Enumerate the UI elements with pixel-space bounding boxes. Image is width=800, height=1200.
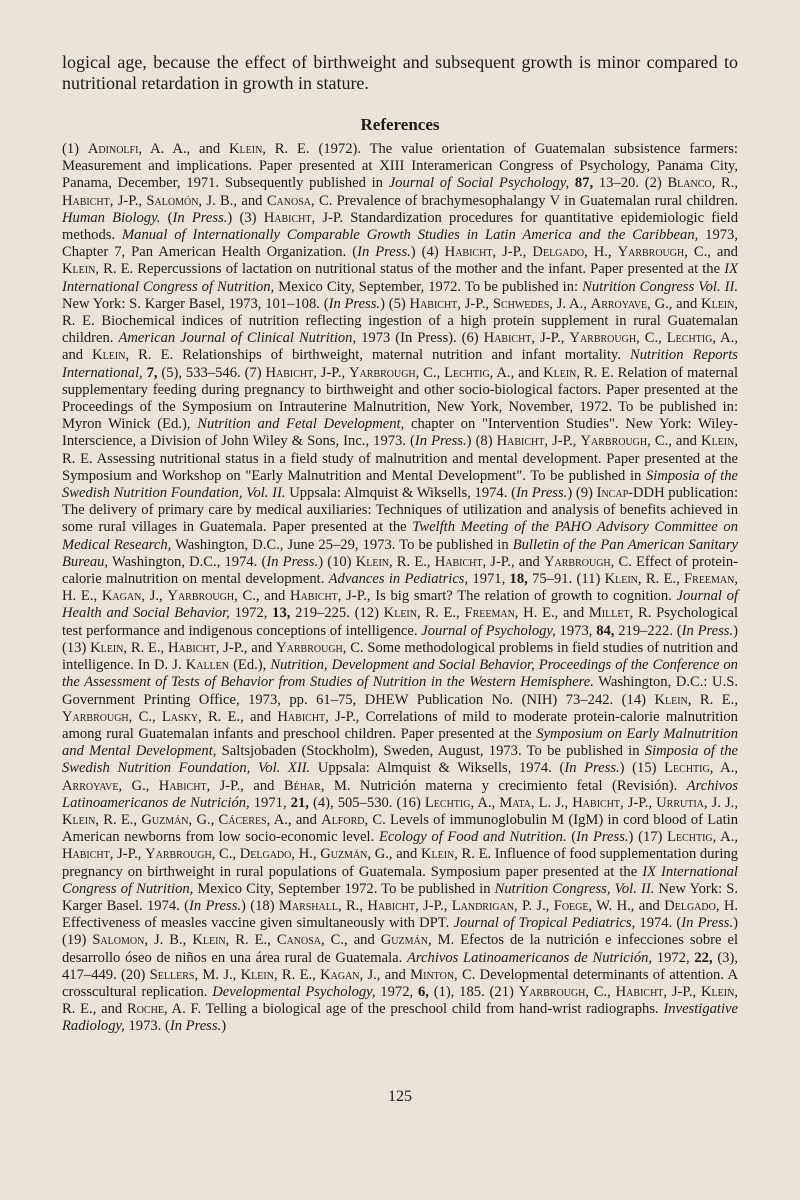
- reference-segment: , J. A.,: [549, 295, 591, 312]
- reference-segment: , J-P., Correlations of mild to moderate protein-calorie malnutrition among rural Guatemalan infants and preschool children. Paper presented at the: [62, 708, 738, 742]
- reference-segment: , H. E.,: [62, 571, 739, 605]
- reference-segment: Uppsala: Almquist & Wiksells, 1974. (: [285, 485, 516, 502]
- reference-segment: , H. Effectiveness of measles vaccine given simultaneously with DPT.: [62, 897, 739, 932]
- reference-segment: Adinolfi: [87, 141, 139, 157]
- reference-segment: ): [619, 760, 625, 777]
- reference-segment: (Ed.),: [229, 657, 271, 674]
- reference-segment: Ecology of Food and Nutrition.: [378, 829, 567, 846]
- reference-segment: (8): [475, 433, 497, 450]
- reference-segment: , R. E. Assessing nutritional status in a field study of malnutrition and mental development. Paper presented at the Symposium and Workshop on "Early Malnutrition and Mental Development". To be published in: [62, 433, 738, 484]
- reference-segment: Schwedes: [492, 295, 550, 312]
- reference-segment: IX International Congress of Nutrition,: [62, 863, 738, 897]
- reference-segment: Incap: [596, 485, 629, 502]
- reference-segment: 87,: [574, 175, 594, 192]
- reference-segment: Yarbrough: [348, 364, 416, 381]
- reference-segment: , J.,: [141, 588, 168, 605]
- reference-segment: Kagan: [320, 966, 360, 983]
- reference-segment: Journal of Social Psychology,: [388, 175, 570, 192]
- reference-segment: Habicht: [265, 364, 314, 381]
- reference-segment: Yarbrough: [62, 708, 129, 725]
- reference-segment: Lechtig: [666, 330, 713, 347]
- reference-segment: Alford: [321, 811, 365, 828]
- reference-segment: ): [241, 897, 246, 914]
- reference-segment: (6): [461, 330, 484, 347]
- reference-segment: Simposia of the Swedish Nutrition Foundation, Vol. II.: [62, 467, 738, 502]
- reference-segment: Habicht: [263, 209, 312, 226]
- reference-segment: , C., and: [684, 244, 738, 261]
- reference-segment: Marshall: [278, 897, 338, 914]
- reference-segment: Lechtig: [664, 760, 710, 777]
- reference-segment: Yarbrough: [518, 983, 586, 1000]
- reference-segment: , P. J.,: [513, 897, 554, 914]
- reference-segment: 6,: [417, 983, 429, 1000]
- reference-segment: Klein: [240, 966, 274, 983]
- reference-segment: Washington, D.C.: U.S. Government Printing Office, 1973, pp. 61–75, DHEW Publication No. (NIH) 73–242.: [62, 674, 738, 708]
- reference-segment: , C. Levels of immunoglobulin M (IgM) in cord blood of Latin American newborns from low socio-economic level.: [62, 811, 738, 846]
- reference-segment: In Press.: [266, 553, 319, 570]
- reference-segment: Human Biology.: [62, 209, 161, 226]
- reference-segment: Delgado: [239, 846, 292, 863]
- reference-segment: Washington, D.C., 1974. (: [108, 553, 267, 570]
- reference-segment: (7): [244, 364, 266, 381]
- reference-segment: New York: S. Karger Basel. 1974. (: [62, 880, 738, 914]
- reference-segment: Nutrition, Development and Social Behavior, Proceedings of the Conference on the Assessment of Tests of Behavior from Studies of Nutrition in the Western Hemisphere.: [62, 657, 738, 691]
- reference-segment: Klein: [355, 553, 389, 570]
- reference-segment: Klein: [701, 983, 735, 1000]
- reference-segment: Klein: [420, 846, 455, 863]
- reference-segment: Uppsala: Almquist & Wiksells, 1974. (: [310, 760, 565, 777]
- reference-segment: Klein: [383, 605, 417, 622]
- reference-segment: 1972,: [375, 983, 418, 1000]
- reference-segment: In Press.: [189, 897, 242, 914]
- reference-segment: , R. E.,: [416, 605, 465, 622]
- reference-segment: , C. Some methodological problems in field studies of nutrition and intelligence. In D. J.: [62, 639, 739, 674]
- reference-segment: , C. Developmental determinants of attention. A crosscultural replication.: [62, 966, 739, 1000]
- reference-segment: , J-P. Standardization procedures for quantitative epidemiologic field methods.: [62, 209, 739, 244]
- reference-segment: 219–222. (: [614, 622, 682, 639]
- reference-segment: Roche: [126, 1001, 164, 1018]
- reference-segment: Habicht: [167, 639, 216, 656]
- reference-segment: chapter on "Intervention Studies". New York: Wiley-Interscience, a Division of John Wiley & Sons, Inc., 1973. (: [62, 416, 738, 450]
- reference-segment: Urrutia: [656, 794, 704, 811]
- reference-segment: 1973, Chapter 7, Pan American Health Organization. (: [62, 227, 738, 261]
- reference-segment: Archivos Latinoamericanos de Nutrición,: [62, 777, 739, 811]
- reference-segment: , H. E., and: [514, 605, 589, 622]
- reference-segment: , J-P.,: [544, 433, 581, 450]
- reference-segment: 1972,: [652, 949, 695, 966]
- reference-segment: In Press.: [681, 915, 734, 932]
- reference-segment: ): [227, 209, 233, 226]
- reference-segment: Delgado: [532, 244, 585, 261]
- reference-segment: , R. E.,: [687, 691, 738, 708]
- reference-segment: 1973,: [555, 622, 597, 639]
- reference-segment: Yarbrough: [276, 639, 343, 656]
- reference-segment: ): [733, 915, 739, 932]
- reference-segment: , J-P.,: [415, 897, 452, 914]
- reference-segment: Habicht: [444, 244, 493, 261]
- reference-segment: Guzmán: [380, 932, 428, 949]
- reference-segment: Lechtig: [444, 364, 490, 381]
- reference-segment: Freeman: [464, 605, 515, 622]
- reference-segment: Habicht: [290, 588, 338, 605]
- reference-segment: Journal of Psychology,: [421, 622, 556, 639]
- reference-segment: Symposium on Early Malnutrition and Mental Development,: [62, 725, 738, 760]
- reference-segment: , C.,: [636, 330, 667, 347]
- references-heading: References: [360, 115, 440, 134]
- reference-segment: , R. E.,: [637, 571, 685, 588]
- reference-segment: , R.,: [711, 175, 739, 192]
- reference-segment: , J-P.,: [620, 794, 657, 811]
- reference-segment: -DDH publication: The delivery of primary care by medical auxiliaries: Techniques of utilization and analysis of benefits achieved in some rural villages in Guatemala. Paper presented at the: [62, 485, 739, 536]
- reference-segment: ): [466, 433, 472, 450]
- reference-segment: , J-P., and: [482, 553, 544, 570]
- reference-segment: Guzmán: [141, 811, 189, 828]
- reference-segment: In Press.: [414, 433, 467, 450]
- reference-segment: , J-P., and: [215, 639, 277, 656]
- reference-segment: , J., and: [359, 966, 411, 983]
- reference-segment: , R. E.,: [389, 553, 435, 570]
- reference-segment: , C. Effect of protein-calorie malnutrition on mental development.: [62, 553, 739, 588]
- reference-segment: Saltsjobaden (Stockholm), Sweden, August, 1973. To be published in: [216, 743, 645, 760]
- reference-segment: 7,: [146, 364, 158, 381]
- reference-segment: 1972,: [229, 605, 273, 622]
- reference-segment: , R. E. Relation of maternal supplementary feeding during pregnancy to birthweight and other socio-biological factors. Paper presented at the Proceedings of the Symposium on Intrauterine Malnutrition, New York, November, 1972. To be published in: Myron Winick (Ed.),: [62, 364, 739, 433]
- reference-segment: , G., and: [367, 846, 421, 863]
- reference-segment: (20): [121, 966, 150, 983]
- reference-segment: Manual of Internationally Comparable Growth Studies in Latin America and the Caribbean,: [121, 227, 699, 244]
- references-list: [62, 141, 738, 1036]
- reference-segment: , R. E. (1972). The value orientation of Guatemalan subsistence farmers: Measurement and implications. Paper presented at XIII Interamerican Congress of Psychology, Panama City, Panama, December, 1971. Subsequently published in: [62, 141, 738, 192]
- reference-segment: , J-P.,: [531, 330, 570, 347]
- reference-segment: Habicht: [434, 553, 483, 570]
- reference-segment: , G., and: [647, 295, 702, 312]
- reference-segment: (1): [62, 141, 88, 157]
- reference-segment: , A.,: [712, 829, 738, 846]
- reference-segment: ): [410, 244, 416, 261]
- reference-segment: ): [733, 622, 738, 639]
- reference-segment: Habicht: [367, 897, 416, 914]
- reference-segment: Blanco: [667, 175, 712, 192]
- reference-segment: Journal of Tropical Pediatrics,: [453, 915, 636, 932]
- reference-segment: (: [160, 209, 173, 226]
- reference-segment: Nutrition Reports International,: [62, 347, 738, 381]
- reference-segment: Landrigan: [451, 897, 514, 914]
- reference-segment: Yarbrough: [543, 553, 611, 570]
- reference-segment: Archivos Latinoamericanos de Nutrición,: [407, 949, 653, 966]
- reference-segment: (18): [250, 897, 279, 914]
- reference-segment: Salomón: [146, 192, 199, 209]
- reference-segment: Klein: [228, 141, 263, 157]
- reference-segment: (1), 185.: [428, 983, 485, 1000]
- reference-segment: Journal of Health and Social Behavior,: [62, 588, 739, 622]
- reference-segment: Yarbrough: [580, 433, 648, 450]
- reference-segment: Yarbrough: [167, 588, 235, 605]
- reference-segment: Klein: [62, 811, 96, 828]
- reference-segment: , J-P.,: [109, 192, 147, 209]
- reference-segment: Habicht: [409, 295, 458, 312]
- reference-segment: Béhar: [283, 777, 321, 794]
- reference-segment: , M. Nutrición materna y crecimiento fetal (Revisión).: [320, 777, 687, 794]
- reference-segment: (4): [421, 244, 445, 261]
- reference-segment: , J. J.,: [703, 794, 738, 811]
- reference-segment: Nutrition Congress Vol. II.: [582, 278, 738, 295]
- reference-segment: Guzmán: [320, 846, 368, 863]
- reference-segment: , J-P.,: [457, 295, 493, 312]
- reference-segment: Kallen: [185, 657, 229, 674]
- reference-segment: , R. E. Repercussions of lactation on nutritional status of the mother and the infant. Paper presented at the: [95, 261, 725, 278]
- reference-segment: Klein: [701, 295, 735, 312]
- reference-segment: Yarbrough: [145, 846, 212, 863]
- reference-segment: Klein: [90, 639, 124, 656]
- reference-segment: Klein: [92, 347, 126, 364]
- reference-segment: (5), 533–546.: [157, 364, 241, 381]
- reference-segment: Canosa: [266, 192, 311, 209]
- reference-segment: In Press.: [328, 295, 381, 312]
- reference-segment: , A. A., and: [138, 141, 229, 157]
- reference-segment: Freeman: [684, 571, 735, 588]
- reference-segment: Developmental Psychology,: [212, 983, 376, 1000]
- reference-segment: Advances in Pediatrics,: [328, 571, 469, 588]
- reference-segment: Delgado: [664, 897, 716, 914]
- reference-segment: , R. E.,: [225, 932, 277, 949]
- reference-segment: (12): [354, 605, 384, 622]
- reference-segment: 1973 (In Press).: [356, 330, 457, 347]
- reference-segment: Investigative Radiology,: [62, 1001, 738, 1035]
- reference-segment: , J-P., and: [206, 777, 284, 794]
- reference-segment: ): [628, 829, 634, 846]
- reference-segment: , C.,: [585, 983, 616, 1000]
- reference-segment: In Press.: [564, 760, 620, 777]
- reference-segment: Washington, D.C., June 25–29, 1973. To be published in: [171, 536, 513, 553]
- reference-segment: , W. H., and: [588, 897, 665, 914]
- intro-paragraph: logical age, because the effect of birthweight and subsequent growth is minor compared to nutritional retardation in growth in stature.: [62, 52, 738, 93]
- reference-segment: , A.,: [470, 794, 500, 811]
- reference-segment: , G.,: [118, 777, 159, 794]
- reference-segment: , A., and: [489, 364, 544, 381]
- reference-segment: ): [221, 1018, 227, 1035]
- reference-segment: Klein: [62, 261, 96, 278]
- reference-segment: 13,: [272, 605, 291, 622]
- reference-segment: 1974. (: [635, 915, 682, 932]
- reference-segment: , A. F. Telling a biological age of the preschool child from hand-wrist radiographs.: [163, 1001, 664, 1018]
- reference-segment: Klein: [604, 571, 638, 588]
- reference-segment: , R. E., and: [198, 708, 278, 725]
- reference-segment: , J-P.,: [492, 244, 533, 261]
- reference-segment: , C., and: [321, 932, 381, 949]
- reference-segment: In Press.: [515, 485, 568, 502]
- reference-segment: Habicht: [483, 330, 532, 347]
- reference-segment: Habicht: [572, 794, 621, 811]
- reference-segment: In Press.: [576, 829, 629, 846]
- reference-segment: 84,: [596, 622, 615, 639]
- reference-segment: (3), 417–449.: [62, 949, 738, 983]
- reference-segment: 1971,: [468, 571, 510, 588]
- reference-segment: (3): [239, 209, 264, 226]
- reference-segment: Habicht: [158, 777, 207, 794]
- reference-segment: , J-P.,: [109, 846, 146, 863]
- reference-segment: Cáceres: [218, 811, 267, 828]
- reference-segment: Minton: [410, 966, 455, 983]
- reference-segment: , J. B.,: [144, 932, 193, 949]
- reference-segment: (4), 505–530.: [308, 794, 393, 811]
- reference-segment: Yarbrough: [617, 244, 685, 261]
- reference-segment: , M. J.,: [194, 966, 241, 983]
- reference-segment: (13): [62, 639, 91, 656]
- reference-segment: , C. Prevalence of brachymesophalangy V in Guatemalan rural children.: [311, 192, 739, 209]
- reference-segment: , R. E.,: [273, 966, 321, 983]
- reference-segment: (15): [632, 760, 665, 777]
- reference-segment: 75–91.: [527, 571, 573, 588]
- reference-segment: , R. E.,: [123, 639, 168, 656]
- reference-segment: Simposia of the Swedish Nutrition Foundation, Vol. XII.: [62, 743, 738, 777]
- reference-segment: Klein: [701, 433, 735, 450]
- reference-segment: (5): [388, 295, 410, 312]
- reference-segment: ): [380, 295, 385, 312]
- reference-segment: , R.,: [337, 897, 368, 914]
- reference-segment: In Press.: [169, 1018, 222, 1035]
- reference-segment: , C.,: [128, 708, 162, 725]
- reference-segment: Habicht: [277, 708, 326, 725]
- reference-segment: 21,: [290, 794, 309, 811]
- reference-segment: Lechtig: [667, 829, 713, 846]
- reference-segment: , A.,: [709, 760, 739, 777]
- reference-segment: In Press.: [357, 244, 411, 261]
- reference-segment: Mata: [499, 794, 531, 811]
- reference-segment: , R. E. Influence of food supplementation during pregnancy on birthweight in rural populations of Guatemala. Symposium paper presented at the: [62, 846, 738, 880]
- reference-entry: [62, 141, 738, 191]
- reference-segment: Sellers: [149, 966, 195, 983]
- reference-segment: , R. E. Relationships of birthweight, maternal nutrition and infant mortality.: [125, 347, 630, 364]
- reference-segment: Canosa: [276, 932, 322, 949]
- reference-segment: 22,: [694, 949, 713, 966]
- reference-segment: , C.,: [415, 364, 445, 381]
- reference-segment: , L. J.,: [530, 794, 573, 811]
- reference-segment: Lechtig: [424, 794, 471, 811]
- reference-segment: , R. E., and: [62, 983, 738, 1018]
- reference-segment: Salomon: [92, 932, 145, 949]
- reference-segment: , J-P., Is big smart? The relation of growth to cognition.: [337, 588, 677, 605]
- reference-segment: Millet: [588, 605, 630, 622]
- reference-segment: Yarbrough: [569, 330, 637, 347]
- reference-segment: (19): [62, 932, 93, 949]
- reference-segment: 1973. (: [124, 1018, 170, 1035]
- reference-segment: , R. E. Biochemical indices of nutrition reflecting ingestion of a high protein supplement in rural Guatemalan children.: [62, 295, 739, 347]
- reference-segment: (2): [644, 175, 668, 192]
- reference-segment: Lasky: [161, 708, 199, 725]
- page-number: 125: [388, 1088, 412, 1105]
- reference-segment: 1971,: [249, 794, 291, 811]
- reference-segment: (9): [575, 485, 597, 502]
- reference-segment: ): [318, 553, 324, 570]
- reference-segment: , C., and: [234, 588, 291, 605]
- reference-segment: (21): [489, 983, 519, 1000]
- reference-segment: , C., and: [647, 433, 702, 450]
- reference-segment: IX International Congress of Nutrition,: [62, 261, 738, 295]
- reference-segment: , M. Efectos de la nutrición e infecciones sobre el desarrollo óseo de niños en una área rural de Guatemala.: [62, 932, 739, 966]
- reference-segment: Habicht: [62, 192, 110, 209]
- reference-segment: Arroyave: [590, 295, 648, 312]
- reference-segment: , J. B., and: [198, 192, 267, 209]
- reference-segment: Twelfth Meeting of the PAHO Advisory Committee on Medical Research,: [62, 519, 738, 553]
- reference-segment: (: [566, 829, 577, 846]
- reference-segment: Foege: [553, 897, 589, 914]
- reference-segment: Mexico City, September, 1972. To be published in:: [274, 278, 583, 295]
- reference-segment: (14): [621, 691, 655, 708]
- reference-segment: , R. Psychological test performance and indigenous conceptions of intelligence.: [62, 605, 739, 639]
- reference-segment: 13–20.: [593, 175, 639, 192]
- reference-segment: Bulletin of the Pan American Sanitary Bureau,: [62, 536, 738, 570]
- reference-segment: Klein: [192, 932, 226, 949]
- reference-segment: , J-P.,: [313, 364, 349, 381]
- reference-segment: ): [567, 485, 573, 502]
- reference-segment: Klein: [654, 691, 688, 708]
- reference-segment: Mexico City, September 1972. To be published in: [193, 880, 495, 897]
- reference-segment: , A., and: [266, 811, 322, 828]
- reference-segment: Habicht: [496, 433, 545, 450]
- reference-segment: 18,: [509, 571, 528, 588]
- reference-segment: Nutrition and Fetal Development,: [197, 416, 405, 433]
- reference-segment: , H.,: [291, 846, 321, 863]
- reference-segment: , J-P.,: [663, 983, 702, 1000]
- reference-segment: In Press.: [172, 209, 228, 226]
- reference-segment: , R. E.,: [95, 811, 142, 828]
- reference-segment: (10): [327, 553, 356, 570]
- reference-segment: Klein: [543, 364, 577, 381]
- reference-segment: 219–225.: [290, 605, 350, 622]
- reference-segment: American Journal of Clinical Nutrition,: [118, 330, 357, 347]
- reference-segment: Kagan: [101, 588, 142, 605]
- reference-segment: In Press.: [681, 622, 734, 639]
- reference-segment: , G.,: [188, 811, 219, 828]
- reference-segment: (16): [396, 794, 425, 811]
- reference-segment: Habicht: [615, 983, 664, 1000]
- reference-segment: Arroyave: [62, 777, 119, 794]
- reference-segment: (11): [576, 571, 605, 588]
- reference-segment: , A., and: [62, 330, 739, 364]
- reference-segment: , H.,: [584, 244, 618, 261]
- reference-segment: Habicht: [62, 846, 110, 863]
- reference-segment: Nutrition Congress, Vol. II.: [494, 880, 655, 897]
- reference-segment: , C.,: [211, 846, 240, 863]
- reference-segment: New York: S. Karger Basel, 1973, 101–108. (: [62, 295, 329, 312]
- reference-segment: (17): [638, 829, 668, 846]
